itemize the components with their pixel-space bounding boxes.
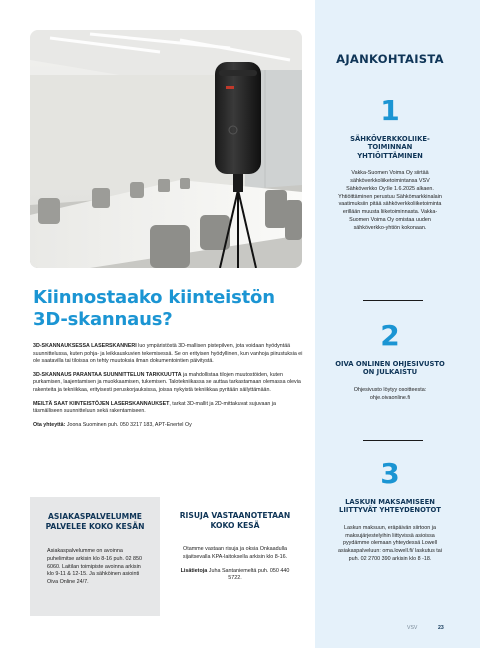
title-line: RISUJA VASTAANOTETAAN [179, 511, 291, 520]
contact-label: Ota yhteyttä: [33, 421, 66, 428]
customer-service-title [30, 512, 160, 532]
contact-line [33, 422, 305, 430]
headline-line-1: Kiinnostaako kiinteistön [33, 287, 275, 308]
scanner-photo [30, 30, 302, 268]
paragraph-text: ja mahdollistaa tilojen muutostöiden, kuten purkamisen, laajentamisen ja muokkaamisen, tukemisen. Talotekniikassa se auttaa tarkastamaan olemassa olevia rakenteita ja tekniikkaa, erityisesti peruskorjauksissa, joissa nykyistä tekniikkaa pyritään säilyttämään. [33, 371, 301, 393]
news-title: OIVA ONLINEN OHJESIVUSTO ON JULKAISTU [335, 360, 445, 377]
brush-collection-title [168, 511, 302, 531]
article-body [33, 343, 305, 435]
news-title: LASKUN MAKSAMISEEN LIITTYVÄT YHTEYDENOTOT [339, 498, 441, 515]
news-text: Laskun maksuun, eräpäivän siirtoon ja maksujärjestelyihin liittyvissä asioissa pyydämme olemaan yhteydessä Lowell asiakaspalveluun: oma.lowell.fi/ laskutus tai puh. 02 2700 390 arkisin klo 8 -18. [338, 524, 442, 562]
news-item [335, 320, 445, 402]
page-number: 23 [438, 625, 444, 631]
news-number: 2 [380, 319, 400, 352]
brush-collection-text: Otamme vastaan risuja ja oksia Onkaadulla sijaitsevalla KPA-laitoksella arkisin klo 8-16. [182, 546, 288, 560]
article-paragraph [33, 401, 305, 416]
footer-label: VSV [407, 625, 418, 631]
divider [363, 300, 423, 301]
brush-collection-contact [178, 568, 292, 584]
news-item [335, 95, 445, 233]
contact-text: Juha Santaniemeltä puh. 050 440 5722. [207, 567, 290, 582]
sidebar-title: AJANKOHTAISTA [336, 52, 444, 66]
paragraph-lead: 3D-SKANNAUKSESSA LASERSKANNERI [33, 343, 137, 349]
paragraph-lead: 3D-SKANNAUS PARANTAA SUUNNITTELUN TARKKUUTTA [33, 371, 182, 378]
title-line: PALVELEE KOKO KESÄN [45, 522, 145, 531]
news-text: Ohjesivusto löytyy osoitteesta: ohje.oivaonline.fi [353, 386, 427, 401]
divider [363, 440, 423, 441]
contact-text: Joona Suominen puh. 050 3217 183, APT-Enertel Oy [65, 421, 192, 428]
customer-service-box [30, 497, 160, 616]
news-text: Vakka-Suomen Voima Oy siirtää sähköverkkoliiketoimintansa VSV Sähköverkko Oy:lle 1.6.2025 alkaen. Yhtiöittäminen perustuu Sähkömarkkinalain vaatimuksiin pitää sähköverkkoliiketoiminta erillään muusta liiketoiminnasta. Vakka-Suomen Voima Oy omistaa uuden sähköverkko-yhtiön kokonaan. [338, 170, 442, 231]
news-number: 3 [380, 457, 400, 490]
news-title: SÄHKÖVERKKOLIIKE-TOIMINNAN YHTIÖITTÄMINEN [350, 135, 430, 160]
title-line: KOKO KESÄ [210, 521, 260, 530]
paragraph-lead: MEILTÄ SAAT KIINTEISTÖJEN LASERSKANNAUKSET [33, 400, 170, 407]
article-paragraph [33, 372, 305, 395]
article-headline [33, 287, 303, 331]
customer-service-text: Asiakaspalvelumme on avoinna puhelimitse arkisin klo 8-16 puh. 02 850 6060. Laitilan toimipiste avoinna arkisin klo 9-11 & 12-15. Ja sähköinen asiointi Oiva Online 24/7. [47, 548, 142, 586]
title-line: ASIAKASPALVELUMME [48, 512, 142, 521]
contact-label: Lisätietoja [180, 567, 208, 574]
brush-collection-box [168, 497, 302, 616]
paragraph-text: luo ympäristöstä 3D-mallisen pistepilven, jota voidaan hyödyntää suunnittelussa, kuten pohja- ja leikkauskuvien tekemisessä. Se on erityisen hyödyllinen, kun vanhoja piirustuksia ei ole saatavilla tai tiloissa on tehty muutoksia ilman dokumentointien päivitystä. [33, 343, 303, 365]
news-item [335, 458, 445, 564]
news-number: 1 [380, 94, 400, 127]
article-paragraph [33, 343, 305, 366]
headline-line-2: 3D-skannaus? [33, 309, 173, 330]
paragraph-text: , tarkat 3D-mallit ja 2D-mittakuvat sujuvaan ja täsmälliseen suunnitteluun sekä rakentamiseen. [33, 400, 276, 415]
news-sidebar [315, 0, 480, 648]
